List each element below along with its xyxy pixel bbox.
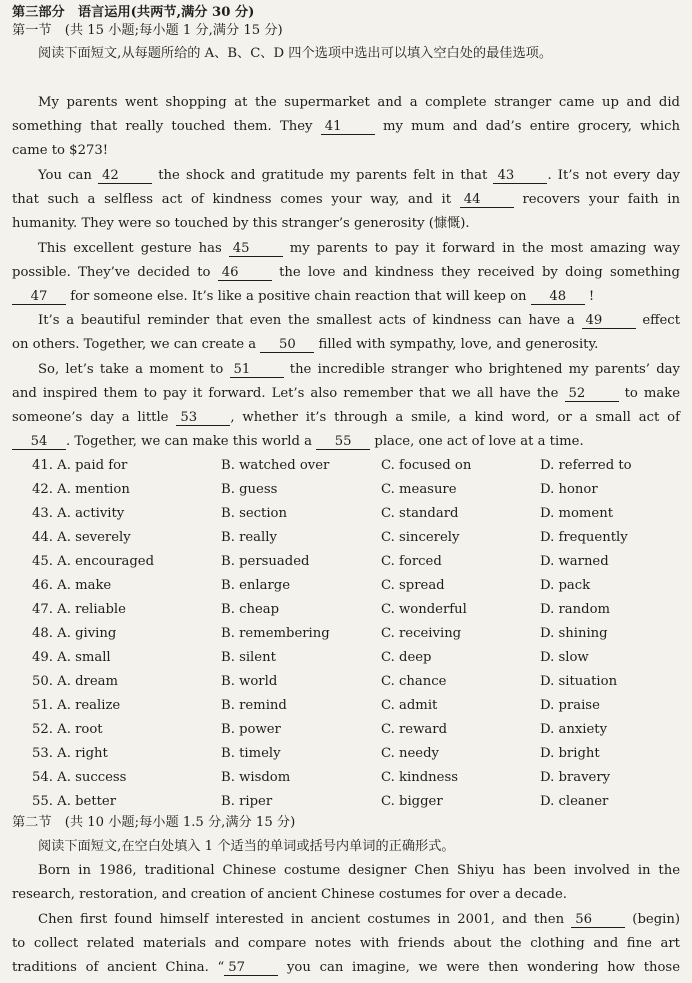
option-d[interactable]: D. situation bbox=[540, 674, 618, 689]
passage-line: came to $273! bbox=[12, 143, 109, 158]
passage-line: humanity. They were so touched by this stranger’s generosity (慷慨). bbox=[12, 216, 470, 231]
option-a[interactable]: 51. A. realize bbox=[32, 698, 121, 713]
option-c[interactable]: C. sincerely bbox=[381, 530, 460, 545]
option-d[interactable]: D. random bbox=[540, 602, 611, 617]
passage-line: on others. Together, we can create a 50 filled with sympathy, love, and generosity. bbox=[12, 337, 599, 352]
option-a[interactable]: 43. A. activity bbox=[32, 506, 125, 521]
option-c[interactable]: C. receiving bbox=[381, 626, 462, 641]
blank-54[interactable]: 54 bbox=[12, 434, 66, 450]
option-d[interactable]: D. pack bbox=[540, 578, 591, 593]
option-b[interactable]: B. watched over bbox=[221, 458, 330, 473]
passage-line: to collect related materials and compare notes with friends about the clothing and fine art bbox=[12, 936, 680, 951]
option-a[interactable]: 55. A. better bbox=[32, 794, 117, 809]
option-a[interactable]: 52. A. root bbox=[32, 722, 103, 737]
option-b[interactable]: B. enlarge bbox=[221, 578, 291, 593]
option-a[interactable]: 46. A. make bbox=[32, 578, 112, 593]
passage-line: Born in 1986, traditional Chinese costume designer Chen Shiyu has been involved in the bbox=[38, 863, 680, 878]
option-c[interactable]: C. forced bbox=[381, 554, 442, 569]
blank-47[interactable]: 47 bbox=[12, 289, 66, 305]
blank-55[interactable]: 55 bbox=[316, 434, 370, 450]
option-d[interactable]: D. anxiety bbox=[540, 722, 608, 737]
option-a[interactable]: 50. A. dream bbox=[32, 674, 118, 689]
option-b[interactable]: B. section bbox=[221, 506, 287, 521]
option-b[interactable]: B. silent bbox=[221, 650, 276, 665]
option-a[interactable]: 49. A. small bbox=[32, 650, 111, 665]
passage-line: So, let’s take a moment to 51 the incredible stranger who brightened my parents’ day bbox=[38, 362, 680, 377]
blank-53[interactable]: 53 bbox=[176, 410, 230, 426]
passage-line: something that really touched them. They 41 my mum and dad’s entire grocery, which bbox=[12, 119, 680, 134]
blank-56[interactable]: 56 bbox=[571, 912, 625, 928]
option-c[interactable]: C. reward bbox=[381, 722, 448, 737]
option-b[interactable]: B. remind bbox=[221, 698, 287, 713]
option-a[interactable]: 54. A. success bbox=[32, 770, 127, 785]
section2-heading: 第二节 (共 10 小题;每小题 1.5 分,满分 15 分) bbox=[12, 815, 296, 830]
option-c[interactable]: C. chance bbox=[381, 674, 447, 689]
option-d[interactable]: D. praise bbox=[540, 698, 600, 713]
section1-instructions: 阅读下面短文,从每题所给的 A、B、C、D 四个选项中选出可以填入空白处的最佳选项。 bbox=[38, 46, 553, 61]
blank-43[interactable]: 43 bbox=[493, 168, 547, 184]
option-c[interactable]: C. needy bbox=[381, 746, 439, 761]
option-c[interactable]: C. bigger bbox=[381, 794, 443, 809]
section1-heading: 第一节 (共 15 小题;每小题 1 分,满分 15 分) bbox=[12, 23, 283, 38]
option-c[interactable]: C. deep bbox=[381, 650, 432, 665]
option-c[interactable]: C. standard bbox=[381, 506, 459, 521]
option-b[interactable]: B. timely bbox=[221, 746, 281, 761]
blank-46[interactable]: 46 bbox=[218, 265, 272, 281]
option-c[interactable]: C. focused on bbox=[381, 458, 472, 473]
blank-52[interactable]: 52 bbox=[565, 386, 619, 402]
option-b[interactable]: B. persuaded bbox=[221, 554, 310, 569]
blank-45[interactable]: 45 bbox=[229, 241, 283, 257]
option-c[interactable]: C. measure bbox=[381, 482, 457, 497]
option-b[interactable]: B. cheap bbox=[221, 602, 280, 617]
option-c[interactable]: C. kindness bbox=[381, 770, 458, 785]
option-b[interactable]: B. guess bbox=[221, 482, 278, 497]
passage-line: and inspired them to pay it forward. Let’s also remember that we all have the 52 to make bbox=[12, 386, 681, 401]
option-a[interactable]: 48. A. giving bbox=[32, 626, 117, 641]
blank-44[interactable]: 44 bbox=[460, 192, 514, 208]
option-b[interactable]: B. remembering bbox=[221, 626, 330, 641]
option-b[interactable]: B. really bbox=[221, 530, 277, 545]
passage-line: My parents went shopping at the supermarket and a complete stranger came up and did bbox=[38, 95, 680, 110]
blank-41[interactable]: 41 bbox=[321, 119, 375, 135]
passage-line: 47 for someone else. It’s like a positive chain reaction that will keep on 48 ! bbox=[12, 288, 680, 306]
option-a[interactable]: 45. A. encouraged bbox=[32, 554, 155, 569]
option-d[interactable]: D. slow bbox=[540, 650, 589, 665]
option-d[interactable]: D. cleaner bbox=[540, 794, 609, 809]
part-heading: 第三部分 语言运用(共两节,满分 30 分) bbox=[12, 5, 255, 20]
passage-line: that such a selfless act of kindness comes your way, and it 44 recovers your faith in bbox=[12, 192, 680, 207]
section2-instructions: 阅读下面短文,在空白处填入 1 个适当的单词或括号内单词的正确形式。 bbox=[38, 839, 455, 854]
option-d[interactable]: D. warned bbox=[540, 554, 609, 569]
blank-42[interactable]: 42 bbox=[98, 168, 152, 184]
option-d[interactable]: D. referred to bbox=[540, 458, 632, 473]
option-a[interactable]: 53. A. right bbox=[32, 746, 108, 761]
option-c[interactable]: C. wonderful bbox=[381, 602, 467, 617]
option-d[interactable]: D. bright bbox=[540, 746, 600, 761]
option-d[interactable]: D. shining bbox=[540, 626, 608, 641]
blank-48[interactable]: 48 bbox=[531, 289, 585, 305]
option-c[interactable]: C. admit bbox=[381, 698, 438, 713]
blank-57[interactable]: 57 bbox=[224, 960, 278, 976]
option-b[interactable]: B. world bbox=[221, 674, 278, 689]
blank-49[interactable]: 49 bbox=[582, 313, 636, 329]
option-a[interactable]: 41. A. paid for bbox=[32, 458, 128, 473]
option-a[interactable]: 47. A. reliable bbox=[32, 602, 126, 617]
passage-line: This excellent gesture has 45 my parents to pay it forward in the most amazing way bbox=[38, 241, 680, 256]
blank-50[interactable]: 50 bbox=[260, 337, 314, 353]
passage-line: You can 42 the shock and gratitude my parents felt in that 43 . It’s not every day bbox=[38, 168, 680, 183]
option-b[interactable]: B. riper bbox=[221, 794, 273, 809]
passage-line: traditions of ancient China. “ 57 you can imagine, we were then wondering how those bbox=[12, 960, 680, 975]
option-d[interactable]: D. honor bbox=[540, 482, 598, 497]
passage-line: research, restoration, and creation of ancient Chinese costumes for over a decade. bbox=[12, 887, 567, 902]
passage-line: Chen first found himself interested in ancient costumes in 2001, and then 56 (begin) bbox=[38, 912, 680, 927]
option-a[interactable]: 42. A. mention bbox=[32, 482, 130, 497]
blank-51[interactable]: 51 bbox=[230, 362, 284, 378]
option-b[interactable]: B. power bbox=[221, 722, 281, 737]
passage-line: 54 . Together, we can make this world a 55 place, one act of love at a time. bbox=[12, 433, 680, 451]
option-d[interactable]: D. bravery bbox=[540, 770, 611, 785]
passage-line: possible. They’ve decided to 46 the love and kindness they received by doing something bbox=[12, 265, 680, 280]
option-b[interactable]: B. wisdom bbox=[221, 770, 291, 785]
passage-line: It’s a beautiful reminder that even the smallest acts of kindness can have a 49 effect bbox=[38, 313, 680, 328]
option-c[interactable]: C. spread bbox=[381, 578, 445, 593]
option-d[interactable]: D. moment bbox=[540, 506, 614, 521]
passage-line: someone’s day a little 53 , whether it’s through a smile, a kind word, or a small act of bbox=[12, 410, 680, 425]
option-a[interactable]: 44. A. severely bbox=[32, 530, 131, 545]
option-d[interactable]: D. frequently bbox=[540, 530, 628, 545]
